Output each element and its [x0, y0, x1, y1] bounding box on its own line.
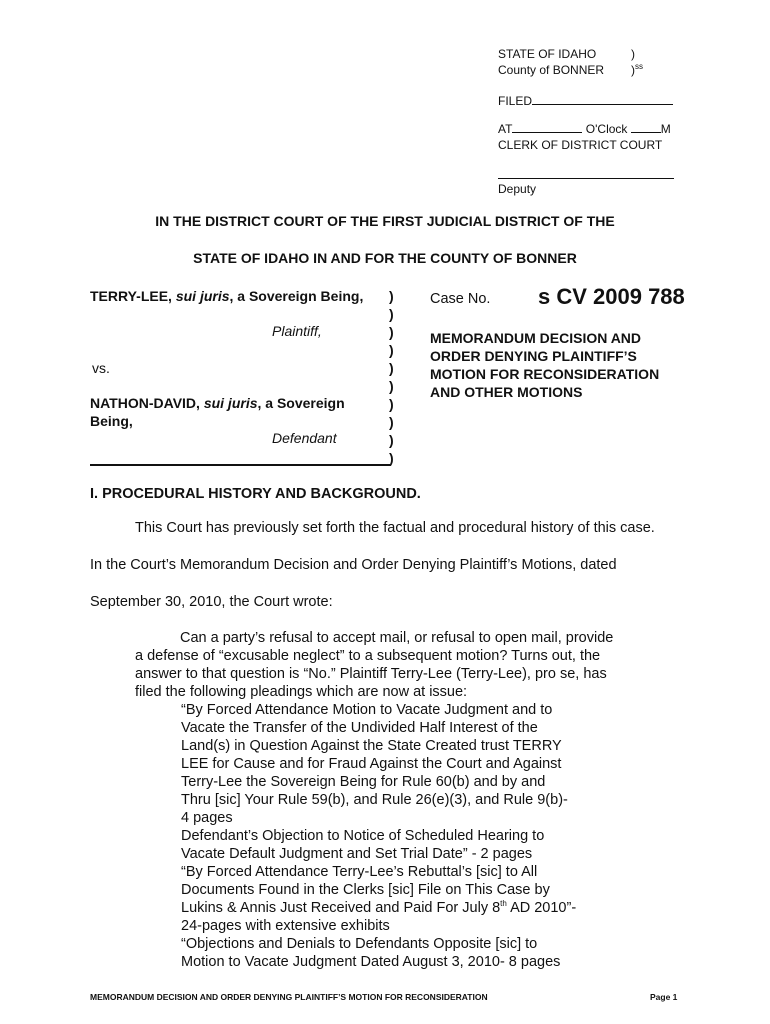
- plaintiff-name: TERRY-LEE, sui juris, a Sovereign Being,: [90, 288, 364, 304]
- defendant-role: Defendant: [272, 430, 337, 446]
- quote-list-line: Vacate Default Judgment and Set Trial Date” - 2 pages: [181, 846, 533, 862]
- court-line-1: IN THE DISTRICT COURT OF THE FIRST JUDICIAL DISTRICT OF THE: [155, 213, 615, 229]
- case-no-label: Case No.: [430, 291, 491, 307]
- quote-list-line: Lukins & Annis Just Received and Paid For July 8th AD 2010”-: [181, 899, 577, 916]
- state-line: STATE OF IDAHO: [498, 47, 597, 61]
- quote-list-line: “By Forced Attendance Terry-Lee’s Rebuttal’s [sic] to All: [181, 864, 538, 880]
- ss-paren-1: ): [631, 47, 635, 61]
- quote-list: [181, 701, 576, 971]
- deputy-signature-line: [498, 178, 674, 179]
- quote-line: answer to that question is “No.” Plaintiff Terry-Lee (Terry-Lee), pro se, has: [135, 666, 607, 682]
- memo-title-line: MOTION FOR RECONSIDERATION: [430, 366, 660, 382]
- clerk-label: CLERK OF DISTRICT COURT: [498, 138, 663, 152]
- caption-paren-column: ) ) ) ) ) ) ) ) ) ): [389, 288, 394, 466]
- footer-title: MEMORANDUM DECISION AND ORDER DENYING PLAINTIFF’S MOTION FOR RECONSIDERATION: [90, 992, 488, 1002]
- caption-underline: [90, 464, 390, 466]
- quote-list-line: Terry-Lee the Sovereign Being for Rule 60(b) and by and: [181, 774, 546, 790]
- quote-line: a defense of “excusable neglect” to a subsequent motion? Turns out, the: [135, 648, 601, 664]
- ss-paren-2: )$^{ss}$: [631, 62, 643, 77]
- quote-line: filed the following pleadings which are now at issue:: [135, 684, 468, 700]
- ss-mark: ss: [635, 62, 643, 71]
- vs-label: vs.: [92, 360, 110, 376]
- case-number: s CV 2009 788: [538, 284, 685, 309]
- court-line-2: STATE OF IDAHO IN AND FOR THE COUNTY OF BONNER: [193, 250, 577, 266]
- section-heading: I. PROCEDURAL HISTORY AND BACKGROUND.: [90, 486, 421, 502]
- memo-title-line: AND OTHER MOTIONS: [430, 384, 583, 400]
- quote-list-line: “By Forced Attendance Motion to Vacate Judgment and to: [181, 702, 553, 718]
- quote-list-line: “Objections and Denials to Defendants Opposite [sic] to: [181, 936, 538, 952]
- quote-list-line: Defendant’s Objection to Notice of Scheduled Hearing to: [181, 828, 545, 844]
- defendant-name: NATHON-DAVID, sui juris, a Sovereign: [90, 395, 345, 411]
- quote-line: Can a party’s refusal to accept mail, or refusal to open mail, provide: [180, 630, 614, 646]
- paragraph-2-line-1: In the Court’s Memorandum Decision and Order Denying Plaintiff’s Motions, dated: [90, 557, 617, 573]
- memo-title-line: ORDER DENYING PLAINTIFF’S: [430, 348, 637, 364]
- quote-intro: [135, 629, 613, 701]
- quote-list-line: LEE for Cause and for Fraud Against the Court and Against: [181, 756, 562, 772]
- paragraph-2-line-2: September 30, 2010, the Court wrote:: [90, 594, 333, 610]
- plaintiff-role: Plaintiff,: [272, 323, 322, 339]
- deputy-label: Deputy: [498, 182, 537, 196]
- quote-list-line: Land(s) in Question Against the State Created trust TERRY: [181, 738, 562, 754]
- quote-list-line: Thru [sic] Your Rule 59(b), and Rule 26(e)(3), and Rule 9(b)-: [181, 792, 568, 808]
- paragraph-1: This Court has previously set forth the factual and procedural history of this case.: [135, 520, 655, 536]
- county-line: County of BONNER: [498, 63, 605, 77]
- memo-title: [430, 329, 659, 401]
- filed-line: FILED: [498, 93, 673, 109]
- page-number: Page 1: [650, 992, 678, 1002]
- quote-list-line: 24-pages with extensive exhibits: [181, 918, 390, 934]
- quote-list-line: 4 pages: [181, 810, 233, 826]
- at-line: AT O'Clock M: [498, 122, 671, 136]
- memo-title-line: MEMORANDUM DECISION AND: [430, 330, 642, 346]
- defendant-name-2: Being,: [90, 413, 133, 429]
- quote-list-line: Vacate the Transfer of the Undivided Half Interest of the: [181, 720, 538, 736]
- quote-list-line: Documents Found in the Clerks [sic] File on This Case by: [181, 882, 550, 898]
- quote-list-line: Motion to Vacate Judgment Dated August 3, 2010- 8 pages: [181, 954, 561, 970]
- filing-block: [498, 46, 604, 78]
